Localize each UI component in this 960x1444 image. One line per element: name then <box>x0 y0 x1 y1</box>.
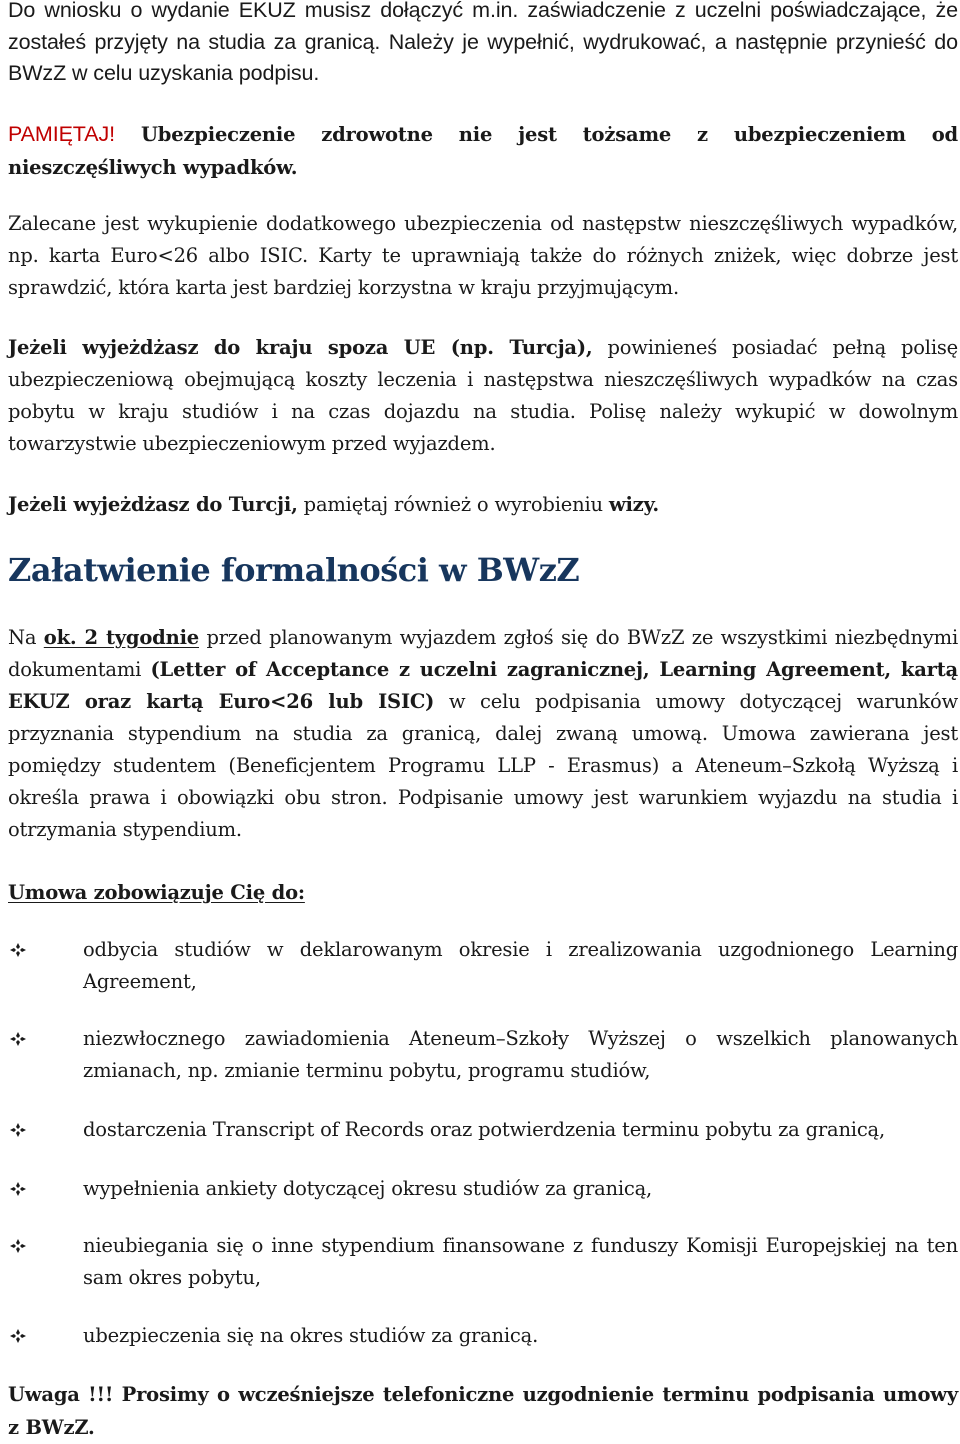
list-item <box>8 1320 958 1352</box>
formalities-paragraph <box>8 622 958 846</box>
four-diamond-bullet-icon <box>8 1230 28 1262</box>
ekuz-certificate-paragraph <box>8 0 958 90</box>
outside-eu-paragraph <box>8 332 958 460</box>
note-text: Uwaga !!! Prosimy o wcześniejsze telefoniczne uzgodnienie terminu podpisania umowy z BWzZ. <box>8 1383 958 1439</box>
turkey-lead: Jeżeli wyjeżdżasz do Turcji, <box>8 493 298 516</box>
note-paragraph <box>8 1378 958 1444</box>
turkey-visa-paragraph <box>8 489 958 521</box>
obligations-title <box>8 876 958 909</box>
outside-eu-lead: Jeżeli wyjeżdżasz do kraju spoza UE (np. Turcja), <box>8 336 593 359</box>
remember-text: Ubezpieczenie zdrowotne nie jest tożsame z ubezpieczeniem od nieszczęśliwych wypadków. <box>8 123 958 179</box>
obligation-text: nieubiegania się o inne stypendium finansowane z funduszy Komisji Europejskiej na ten sam okres pobytu, <box>83 1234 958 1289</box>
list-item <box>8 1023 958 1087</box>
list-item <box>8 1230 958 1294</box>
formalities-rest: w celu podpisania umowy dotyczącej warunków przyznania stypendium na studia za granicą, dalej zwaną umową. Umowa zawierana jest pomiędzy studentem (Beneficjentem Programu LLP - Erasmus) a Ateneum–Szkołą Wyższą i określa prawa i obowiązki obu stron. Podpisanie umowy jest warunkiem wyjazdu na studia i otrzymania stypendium. <box>8 690 958 841</box>
visa-word: wizy. <box>608 493 660 516</box>
obligation-text: ubezpieczenia się na okres studiów za granicą. <box>83 1324 539 1347</box>
required-documents: (Letter of Acceptance z uczelni zagranicznej, Learning Agreement, kartą EKUZ oraz kartą Euro<26 lub ISIC) <box>8 658 958 713</box>
section-heading: Załatwienie formalności w BWzZ <box>8 551 580 589</box>
remember-paragraph <box>8 118 958 184</box>
accident-insurance-paragraph <box>8 208 958 304</box>
outside-eu-text: powinieneś posiadać pełną polisę ubezpieczeniową obejmującą koszty leczenia i następstwa nieszczęśliwych wypadków na czas pobytu w kraju studiów i na czas dojazdu na studia. Polisę należy wykupić w dowolnym towarzystwie ubezpieczeniowym przed wyjazdem. <box>8 336 958 455</box>
obligation-text: odbycia studiów w deklarowanym okresie i zrealizowania uzgodnionego Learning Agreement, <box>83 938 958 993</box>
ekuz-certificate-text: Do wniosku o wydanie EKUZ musisz dołączyć m.in. zaświadczenie z uczelni poświadczające, że zostałeś przyjęty na studia za granicą. Należy je wypełnić, wydrukować, a następnie przynieść do BWzZ w celu uzyskania podpisu. <box>8 0 958 85</box>
list-item <box>8 1173 958 1205</box>
four-diamond-bullet-icon <box>8 1320 28 1352</box>
obligation-text: niezwłocznego zawiadomienia Ateneum–Szkoły Wyższej o wszelkich planowanych zmianach, np. zmianie terminu pobytu, programu studiów, <box>83 1027 958 1082</box>
two-weeks-emphasis: ok. 2 tygodnie <box>43 626 200 649</box>
list-item <box>8 1114 958 1146</box>
obligations-title-text: Umowa zobowiązuje Cię do: <box>8 881 305 904</box>
accident-insurance-text: Zalecane jest wykupienie dodatkowego ubezpieczenia od następstw nieszczęśliwych wypadków, np. karta Euro<26 albo ISIC. Karty te uprawniają także do różnych zniżek, więc dobrze jest sprawdzić, która karta jest bardziej korzystna w kraju przyjmującym. <box>8 212 958 299</box>
list-item <box>8 934 958 998</box>
formalities-intro: Na <box>8 626 44 649</box>
turkey-text: pamiętaj również o wyrobieniu <box>297 493 609 516</box>
remember-lead: PAMIĘTAJ! <box>8 122 116 146</box>
four-diamond-bullet-icon <box>8 934 28 966</box>
four-diamond-bullet-icon <box>8 1023 28 1055</box>
four-diamond-bullet-icon <box>8 1114 28 1146</box>
obligation-text: dostarczenia Transcript of Records oraz potwierdzenia terminu pobytu za granicą, <box>83 1118 885 1141</box>
four-diamond-bullet-icon <box>8 1173 28 1205</box>
obligation-text: wypełnienia ankiety dotyczącej okresu studiów za granicą, <box>83 1177 653 1200</box>
formalities-mid: przed planowanym wyjazdem zgłoś się do BWzZ ze wszystkimi niezbędnymi dokumentami <box>8 626 958 681</box>
